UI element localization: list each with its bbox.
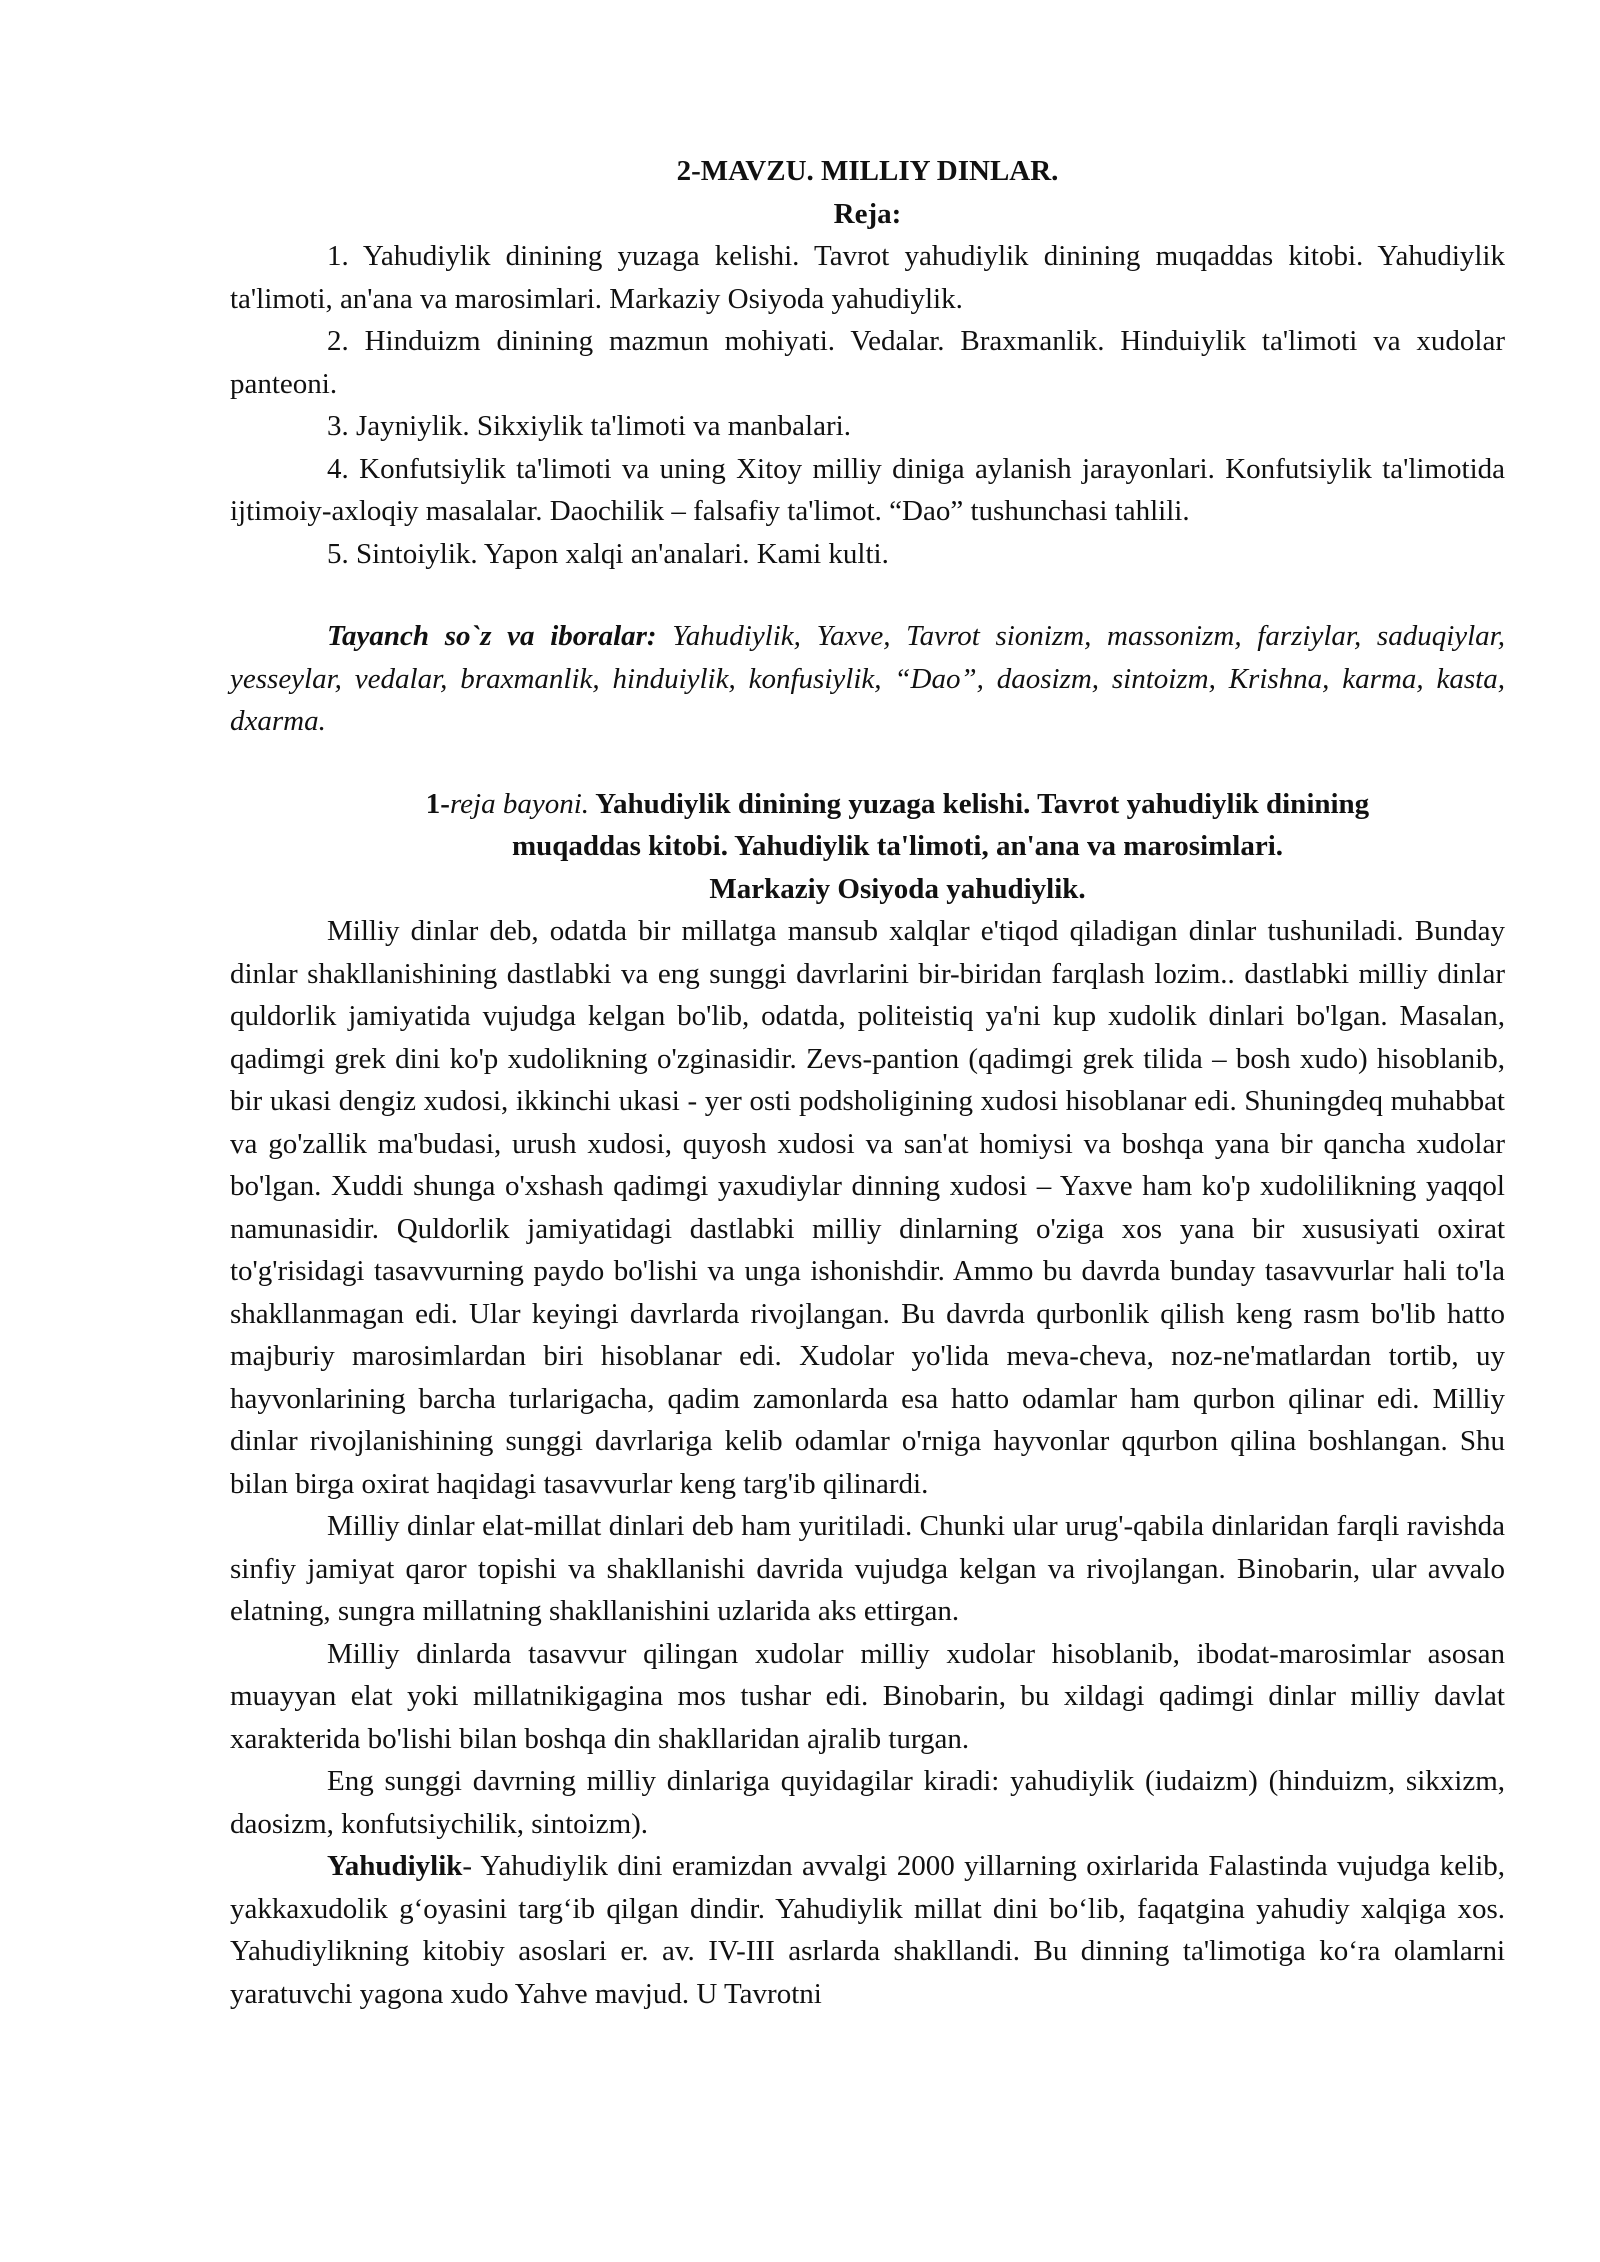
body-paragraph: Milliy dinlar deb, odatda bir millatga mansub xalqlar e'tiqod qiladigan dinlar tushuniladi. Bunday dinlar shakllanishining dastlabki va eng sunggi davrlarini bir-biridan farqlash lozim.. dastlabki milliy dinlar quldorlik jamiyatida vujudga kelgan bo'lib, odatda, politeistiq ya'ni kup xudolik dinlari bo'lgan. Masalan, qadimgi grek dini ko'p xudolikning o'zginasidir. Zevs-pantion (qadimgi grek tilida – bosh xudo) hisoblanib, bir ukasi dengiz xudosi, ikkinchi ukasi - yer osti podsholigining xudosi hisoblanar edi. Shuningdeq muhabbat va go'zallik ma'budasi, urush xudosi, quyosh xudosi va san'at homiysi va boshqa yana bir qancha xudolar bo'lgan. Xuddi shunga o'xshash qadimgi yaxudiylar dinning xudosi – Yaxve ham ko'p xudolilikning yaqqol namunasidir. Quldorlik jamiyatidagi dastlabki milliy dinlarning o'ziga xos yana bir xususiyati oxirat to'g'risidagi tasavvurning paydo bo'lishi va unga ishonishdir. Ammo bu davrda bunday tasavvurlar hali to'la shakllanmagan edi. Ular keyingi davrlarda rivojlangan. Bu davrda qurbonlik qilish keng rasm bo'lib hatto majburiy marosimlardan biri hisoblanar edi. Xudolar yo'lida meva-cheva, noz-ne'matlardan tortib, uy hayvonlarining barcha turlarigacha, qadim zamonlarda esa hatto odamlar ham qurbon qilinar edi. Milliy dinlar rivojlanishining sunggi davrlariga kelib odamlar o'rniga hayvonlar qqurbon qilina boshlangan. Shu bilan birga oxirat haqidagi tasavvurlar keng targ'ib qilinardi. (230, 915, 1505, 1500)
body-paragraph-text: - Yahudiylik dini eramizdan avvalgi 2000 yillarning oxirlarida Falastinda vujudga kelib, yakkaxudolik g‘oyasini targ‘ib qilgan dindir. Yahudiylik millat dini bo‘lib, faqatgina yahudiy xalqiga xos. Yahudiylikning kitobiy asoslari er. av. IV-III asrlarda shakllandi. Bu dinning ta'limotiga ko‘ra olamlarni yaratuvchi yagona xudo Yahve mavjud. U Tavrotni (230, 1850, 1505, 2010)
plan-item (230, 235, 1505, 320)
plan-item (230, 405, 1505, 448)
plan-item-number: 4. (327, 452, 349, 485)
plan-item-number: 5. (327, 537, 349, 570)
body-paragraph: Milliy dinlarda tasavvur qilingan xudolar milliy xudolar hisoblanib, ibodat-marosimlar asosan muayyan elat yoki millatnikigagina mos tushar edi. Binobarin, bu xildagi qadimgi dinlar milliy davlat xarakterida bo'lishi bilan boshqa din shakllaridan ajralib turgan. (230, 1637, 1505, 1755)
plan-item (230, 448, 1505, 533)
plan-item-text: Sintoiylik. Yapon xalqi an'analari. Kami kulti. (356, 537, 889, 570)
plan-item-number: 1. (327, 240, 349, 272)
section-number: 1- (425, 787, 450, 820)
section-heading-line-3: Markaziy Osiyoda yahudiylik. (709, 872, 1086, 905)
section-lead: reja bayoni. (449, 787, 590, 820)
plan-item-text: Hinduizm dinining mazmun mohiyati. Vedalar. Braxmanlik. Hinduiylik ta'limoti va xudolar panteoni. (230, 325, 1506, 400)
page-title: 2-MAVZU. MILLIY DINLAR. (676, 155, 1059, 187)
plan-item (230, 533, 1505, 576)
section-heading-line-1 (290, 783, 1505, 826)
spacer (230, 575, 1505, 615)
plan-list (230, 235, 1505, 575)
plan-item-text: Jayniylik. Sikxiylik ta'limoti va manbalari. (356, 410, 851, 442)
keywords-paragraph (230, 615, 1505, 743)
plan-item (230, 320, 1505, 405)
body-paragraph: Eng sunggi davrning milliy dinlariga quyidagilar kiradi: yahudiylik (iudaizm) (hinduizm, sikxizm, daosizm, konfutsiychilik, sintoizm). (230, 1765, 1505, 1840)
plan-item-number: 3. (327, 410, 349, 442)
plan-item-text: Konfutsiylik ta'limoti va uning Xitoy milliy diniga aylanish jarayonlari. Konfutsiylik ta'limotida ijtimoiy-axloqiy masalalar. Daochilik – falsafiy ta'limot. “Dao” tushunchasi tahlili. (230, 452, 1506, 527)
body-paragraph (230, 1845, 1505, 2015)
section-heading-line-2: muqaddas kitobi. Yahudiylik ta'limoti, an'ana va marosimlari. (511, 830, 1284, 862)
spacer (230, 743, 1505, 783)
plan-item-number: 2. (327, 325, 349, 357)
plan-item-text: Yahudiylik dinining yuzaga kelishi. Tavrot yahudiylik dinining muqaddas kitobi. Yahudiylik ta'limoti, an'ana va marosimlari. Markaziy Osiyoda yahudiylik. (230, 240, 1505, 315)
keywords-label: Tayanch so`z va iboralar: (327, 620, 657, 652)
section-heading (290, 783, 1505, 911)
keywords-text: Yahudiylik, Yaxve, Tavrot sionizm, massonizm, farziylar, saduqiylar, yesseylar, vedalar, braxmanlik, hinduiylik, konfusiylik, “Dao”, daosizm, sintoizm, Krishna, karma, kasta, dxarma. (230, 620, 1505, 737)
section-heading-text-1: Yahudiylik dinining yuzaga kelishi. Tavrot yahudiylik dinining (589, 787, 1370, 820)
term-yahudiylik: Yahudiylik (327, 1850, 463, 1882)
body-paragraph: Milliy dinlar elat-millat dinlari deb ham yuritiladi. Chunki ular urug'-qabila dinlaridan farqli ravishda sinfiy jamiyat qaror topishi va shakllanishi davrida vujudga kelgan va rivojlangan. Binobarin, ular avvalo elatning, sungra millatning shakllanishini uzlarida aks ettirgan. (230, 1510, 1505, 1627)
plan-label: Reja: (833, 197, 902, 230)
